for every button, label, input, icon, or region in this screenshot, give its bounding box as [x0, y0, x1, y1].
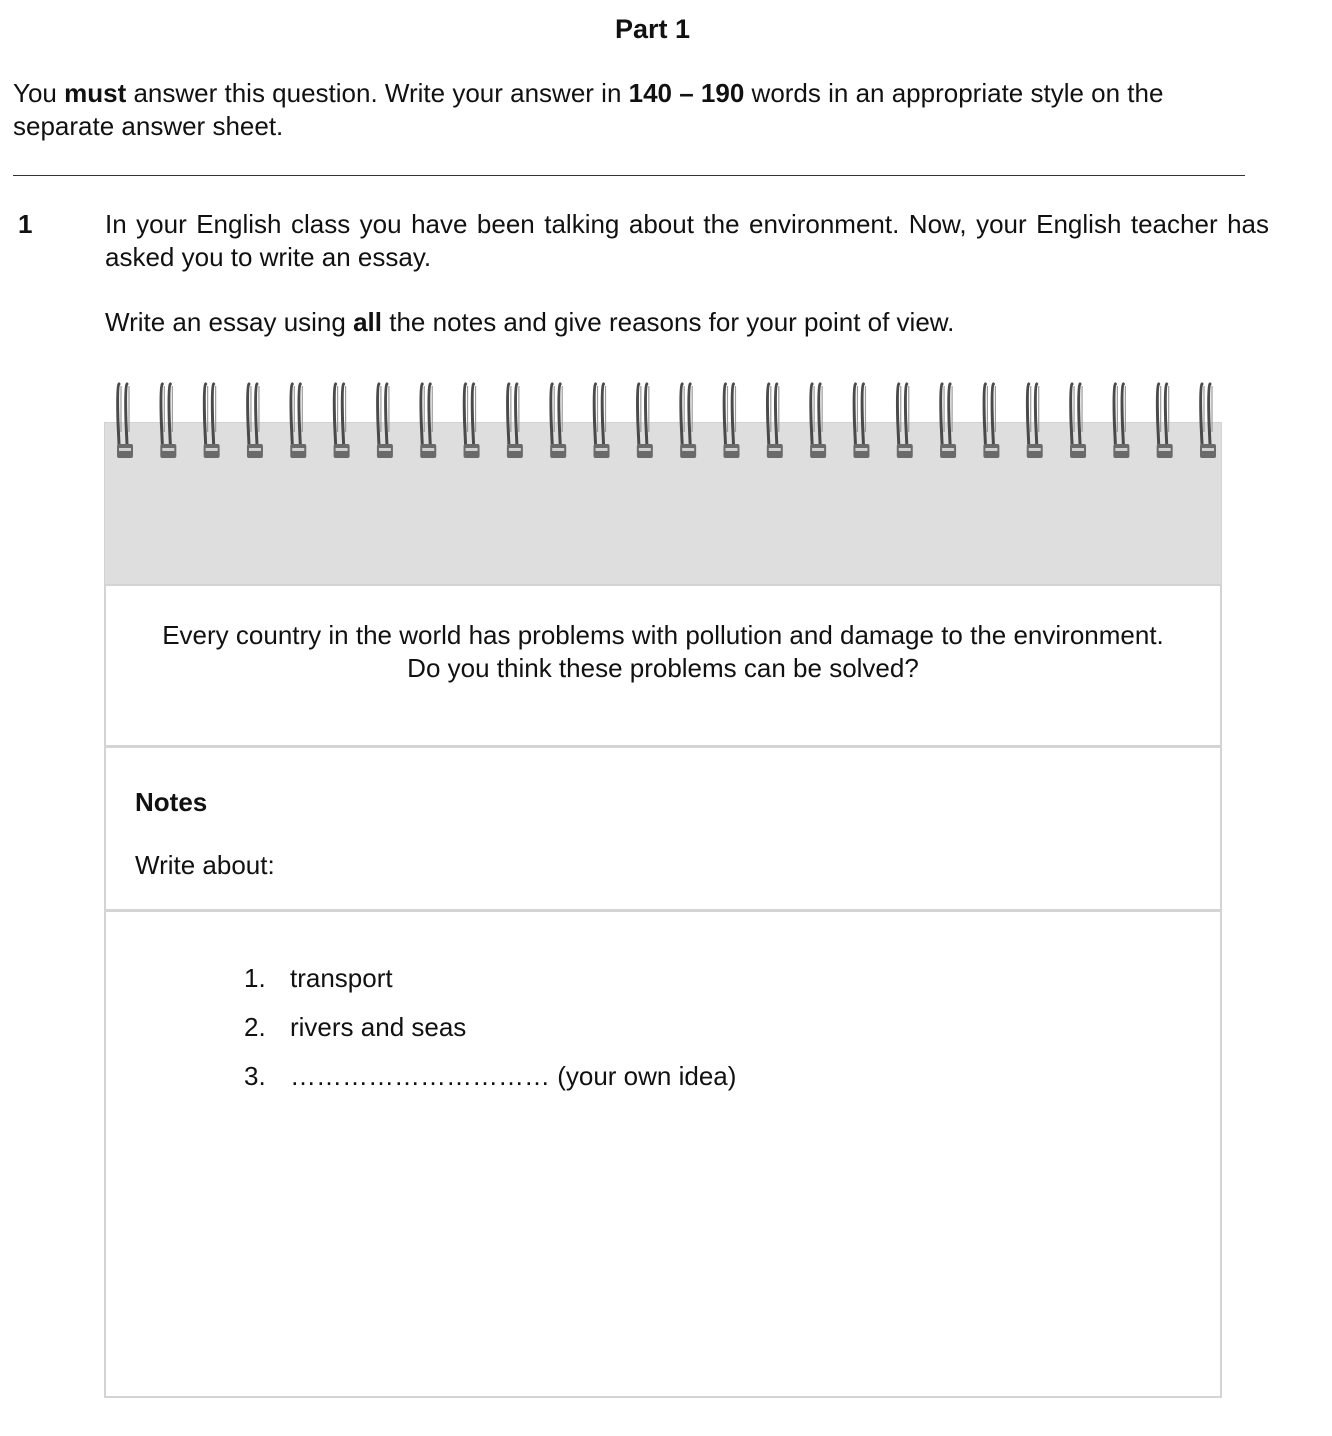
spiral-ring-icon	[247, 384, 263, 458]
spiral-ring-icon	[1200, 384, 1216, 458]
question-task-text: the notes and give reasons for your point of view.	[382, 307, 955, 337]
spiral-ring-icon	[160, 384, 176, 458]
list-item-text: rivers and seas	[290, 1012, 467, 1042]
instructions-emphasis-must: must	[64, 78, 127, 108]
list-item-number: 2.	[244, 1012, 266, 1042]
spiral-ring-icon	[637, 384, 653, 458]
question-task-emphasis: all	[353, 307, 383, 337]
instructions-word-count: 140 – 190	[628, 78, 745, 108]
spiral-ring-icon	[117, 384, 133, 458]
instructions-text: words in an appropriate style on the	[744, 78, 1164, 108]
spiral-ring-icon	[810, 384, 826, 458]
list-item-number: 1.	[244, 963, 266, 993]
notepad-page	[104, 584, 1222, 1398]
instructions-text: answer this question. Write your answer in	[126, 78, 629, 108]
spiral-ring-icon	[204, 384, 220, 458]
spiral-ring-icon	[723, 384, 739, 458]
instructions-text: You	[13, 78, 65, 108]
spiral-ring-icon	[940, 384, 956, 458]
spiral-ring-icon	[420, 384, 436, 458]
write-about-label: Write about:	[135, 850, 275, 880]
list-item-text: ………………………… (your own idea)	[290, 1061, 737, 1091]
question-task-text: Write an essay using	[105, 307, 354, 337]
notes-box	[106, 748, 1220, 912]
part-title: Part 1	[614, 14, 691, 44]
notepad	[104, 372, 1222, 1398]
spiral-ring-icon	[464, 384, 480, 458]
list-item-number: 3.	[244, 1061, 266, 1091]
spiral-ring-icon	[853, 384, 869, 458]
spiral-ring-icon	[897, 384, 913, 458]
essay-prompt-question: Do you think these problems can be solved?	[407, 653, 919, 683]
spiral-ring-icon	[1113, 384, 1129, 458]
list-item-text: transport	[290, 963, 393, 993]
section-divider	[13, 175, 1245, 176]
spiral-ring-icon	[290, 384, 306, 458]
spiral-ring-icon	[1157, 384, 1173, 458]
notes-heading: Notes	[135, 787, 208, 817]
question-task	[105, 306, 954, 339]
spiral-ring-icon	[507, 384, 523, 458]
list-item	[244, 962, 393, 994]
spiral-ring-icon	[377, 384, 393, 458]
spiral-binding	[104, 372, 1222, 464]
instructions-text: separate answer sheet.	[13, 111, 284, 141]
question-intro: In your English class you have been talking about the environment. Now, your English teacher has asked you to write an essay.	[105, 209, 1269, 272]
essay-prompt-box	[106, 586, 1220, 748]
spiral-ring-icon	[1070, 384, 1086, 458]
spiral-ring-icon	[594, 384, 610, 458]
spiral-ring-icon	[1027, 384, 1043, 458]
question-number: 1	[18, 209, 33, 239]
spiral-ring-icon	[680, 384, 696, 458]
list-item	[244, 1011, 466, 1043]
spiral-ring-icon	[983, 384, 999, 458]
spiral-ring-icon	[550, 384, 566, 458]
essay-prompt-line: Every country in the world has problems with pollution and damage to the environment.	[162, 620, 1164, 650]
notes-list	[106, 912, 1220, 1396]
list-item	[244, 1060, 736, 1092]
spiral-ring-icon	[334, 384, 350, 458]
spiral-ring-icon	[767, 384, 783, 458]
instructions	[13, 77, 1303, 143]
